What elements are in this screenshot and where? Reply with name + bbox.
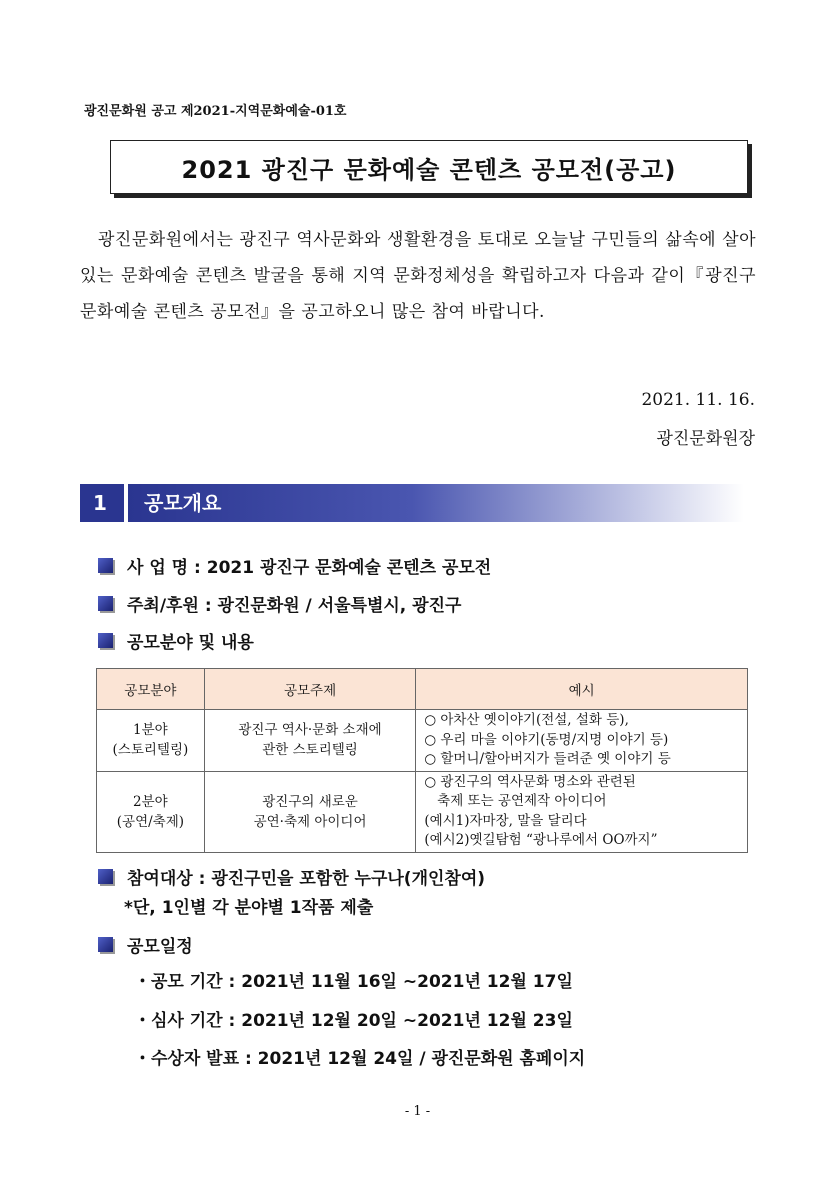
header-field: 공모분야 xyxy=(97,669,205,710)
topics-table xyxy=(96,668,748,853)
notice-date: 2021. 11. 16. xyxy=(641,390,755,410)
eligibility-row xyxy=(98,864,485,889)
eligibility-note: *단, 1인별 각 분야별 1작품 제출 xyxy=(124,898,374,918)
schedule-heading: 공모일정 xyxy=(127,937,193,957)
page-title: 2021 광진구 문화예술 콘텐츠 공모전(공고) xyxy=(181,155,677,184)
square-bullet-icon xyxy=(98,937,113,952)
schedule-heading-row xyxy=(98,932,193,957)
notice-number: 광진문화원 공고 제2021-지역문화예술-01호 xyxy=(84,104,347,119)
schedule-item: ・공모 기간 : 2021년 11월 16일 ~2021년 12월 17일 xyxy=(134,972,573,992)
intro-paragraph xyxy=(80,222,756,330)
field-cell: 1분야 (스토리텔링) xyxy=(97,710,205,772)
header-examples: 예시 xyxy=(416,669,748,710)
project-row xyxy=(98,553,491,578)
table-row xyxy=(97,710,748,772)
section-number: 1 xyxy=(80,484,120,522)
field-heading: 공모분야 및 내용 xyxy=(127,633,254,653)
table-row xyxy=(97,771,748,852)
project-name: 사 업 명 : 2021 광진구 문화예술 콘텐츠 공모전 xyxy=(127,558,492,578)
section-title: 공모개요 xyxy=(144,491,222,515)
host-row xyxy=(98,591,461,616)
table-header-row xyxy=(97,669,748,710)
title-box xyxy=(110,140,748,194)
square-bullet-icon xyxy=(98,596,113,611)
square-bullet-icon xyxy=(98,633,113,648)
host-info: 주최/후원 : 광진문화원 / 서울특별시, 광진구 xyxy=(127,596,462,616)
schedule-item: ・수상자 발표 : 2021년 12월 24일 / 광진문화원 홈페이지 xyxy=(134,1049,586,1069)
examples-cell: ○ 광진구의 역사문화 명소와 관련된 축제 또는 공연제작 아이디어 (예시1)자마장, 말을 달리다 (예시2)옛길탐험 “광나루에서 OO까지” xyxy=(416,771,748,852)
topic-cell: 광진구의 새로운 공연·축제 아이디어 xyxy=(204,771,416,852)
eligibility: 참여대상 : 광진구민을 포함한 누구나(개인참여) xyxy=(127,869,486,889)
square-bullet-icon xyxy=(98,558,113,573)
issuer-name: 광진문화원장 xyxy=(656,429,755,449)
page-number: - 1 - xyxy=(404,1104,431,1119)
intro-text: 광진문화원에서는 광진구 역사문화와 생활환경을 토대로 오늘날 구민들의 삶속에 살아있는 문화예술 콘텐츠 발굴을 통해 지역 문화정체성을 확립하고자 다음과 같이『광진구 문화예술 콘텐츠 공모전』을 공고하오니 많은 참여 바랍니다. xyxy=(80,230,756,322)
header-topic: 공모주제 xyxy=(204,669,416,710)
square-bullet-icon xyxy=(98,869,113,884)
topic-cell: 광진구 역사·문화 소재에 관한 스토리텔링 xyxy=(204,710,416,772)
schedule-item: ・심사 기간 : 2021년 12월 20일 ~2021년 12월 23일 xyxy=(134,1011,573,1031)
examples-cell: ○ 아차산 옛이야기(전설, 설화 등), ○ 우리 마을 이야기(동명/지명 이야기 등) ○ 할머니/할아버지가 들려준 옛 이야기 등 xyxy=(416,710,748,772)
field-heading-row xyxy=(98,628,254,653)
field-cell: 2분야 (공연/축제) xyxy=(97,771,205,852)
